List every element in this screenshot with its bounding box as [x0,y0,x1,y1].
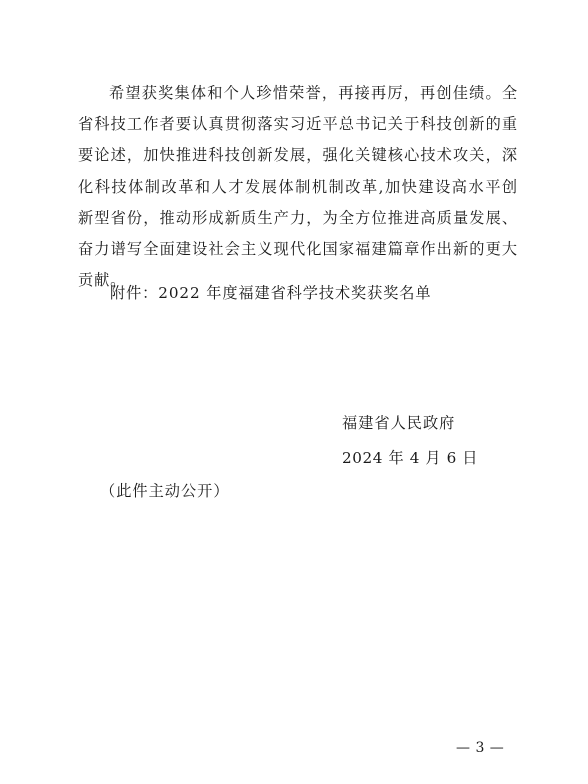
disclosure-note: （此件主动公开） [100,482,230,500]
issuer-signature: 福建省人民政府 [342,414,456,432]
body-paragraph: 希望获奖集体和个人珍惜荣誉，再接再厉，再创佳绩。全省科技工作者要认真贯彻落实习近平总书记关于科技创新的重要论述，加快推进科技创新发展，强化关键核心技术攻关，深化科技体制改革和人才发展体制机制改革,加快建设高水平创新型省份，推动形成新质生产力，为全方位推进高质量发展、奋力谱写全面建设社会主义现代化国家福建篇章作出新的更大贡献。 [78,84,518,290]
issue-date: 2024 年 4 月 6 日 [342,449,479,467]
page-number: — 3 — [456,740,505,756]
attachment-line: 附件：2022 年度福建省科学技术奖获奖名单 [110,284,432,302]
